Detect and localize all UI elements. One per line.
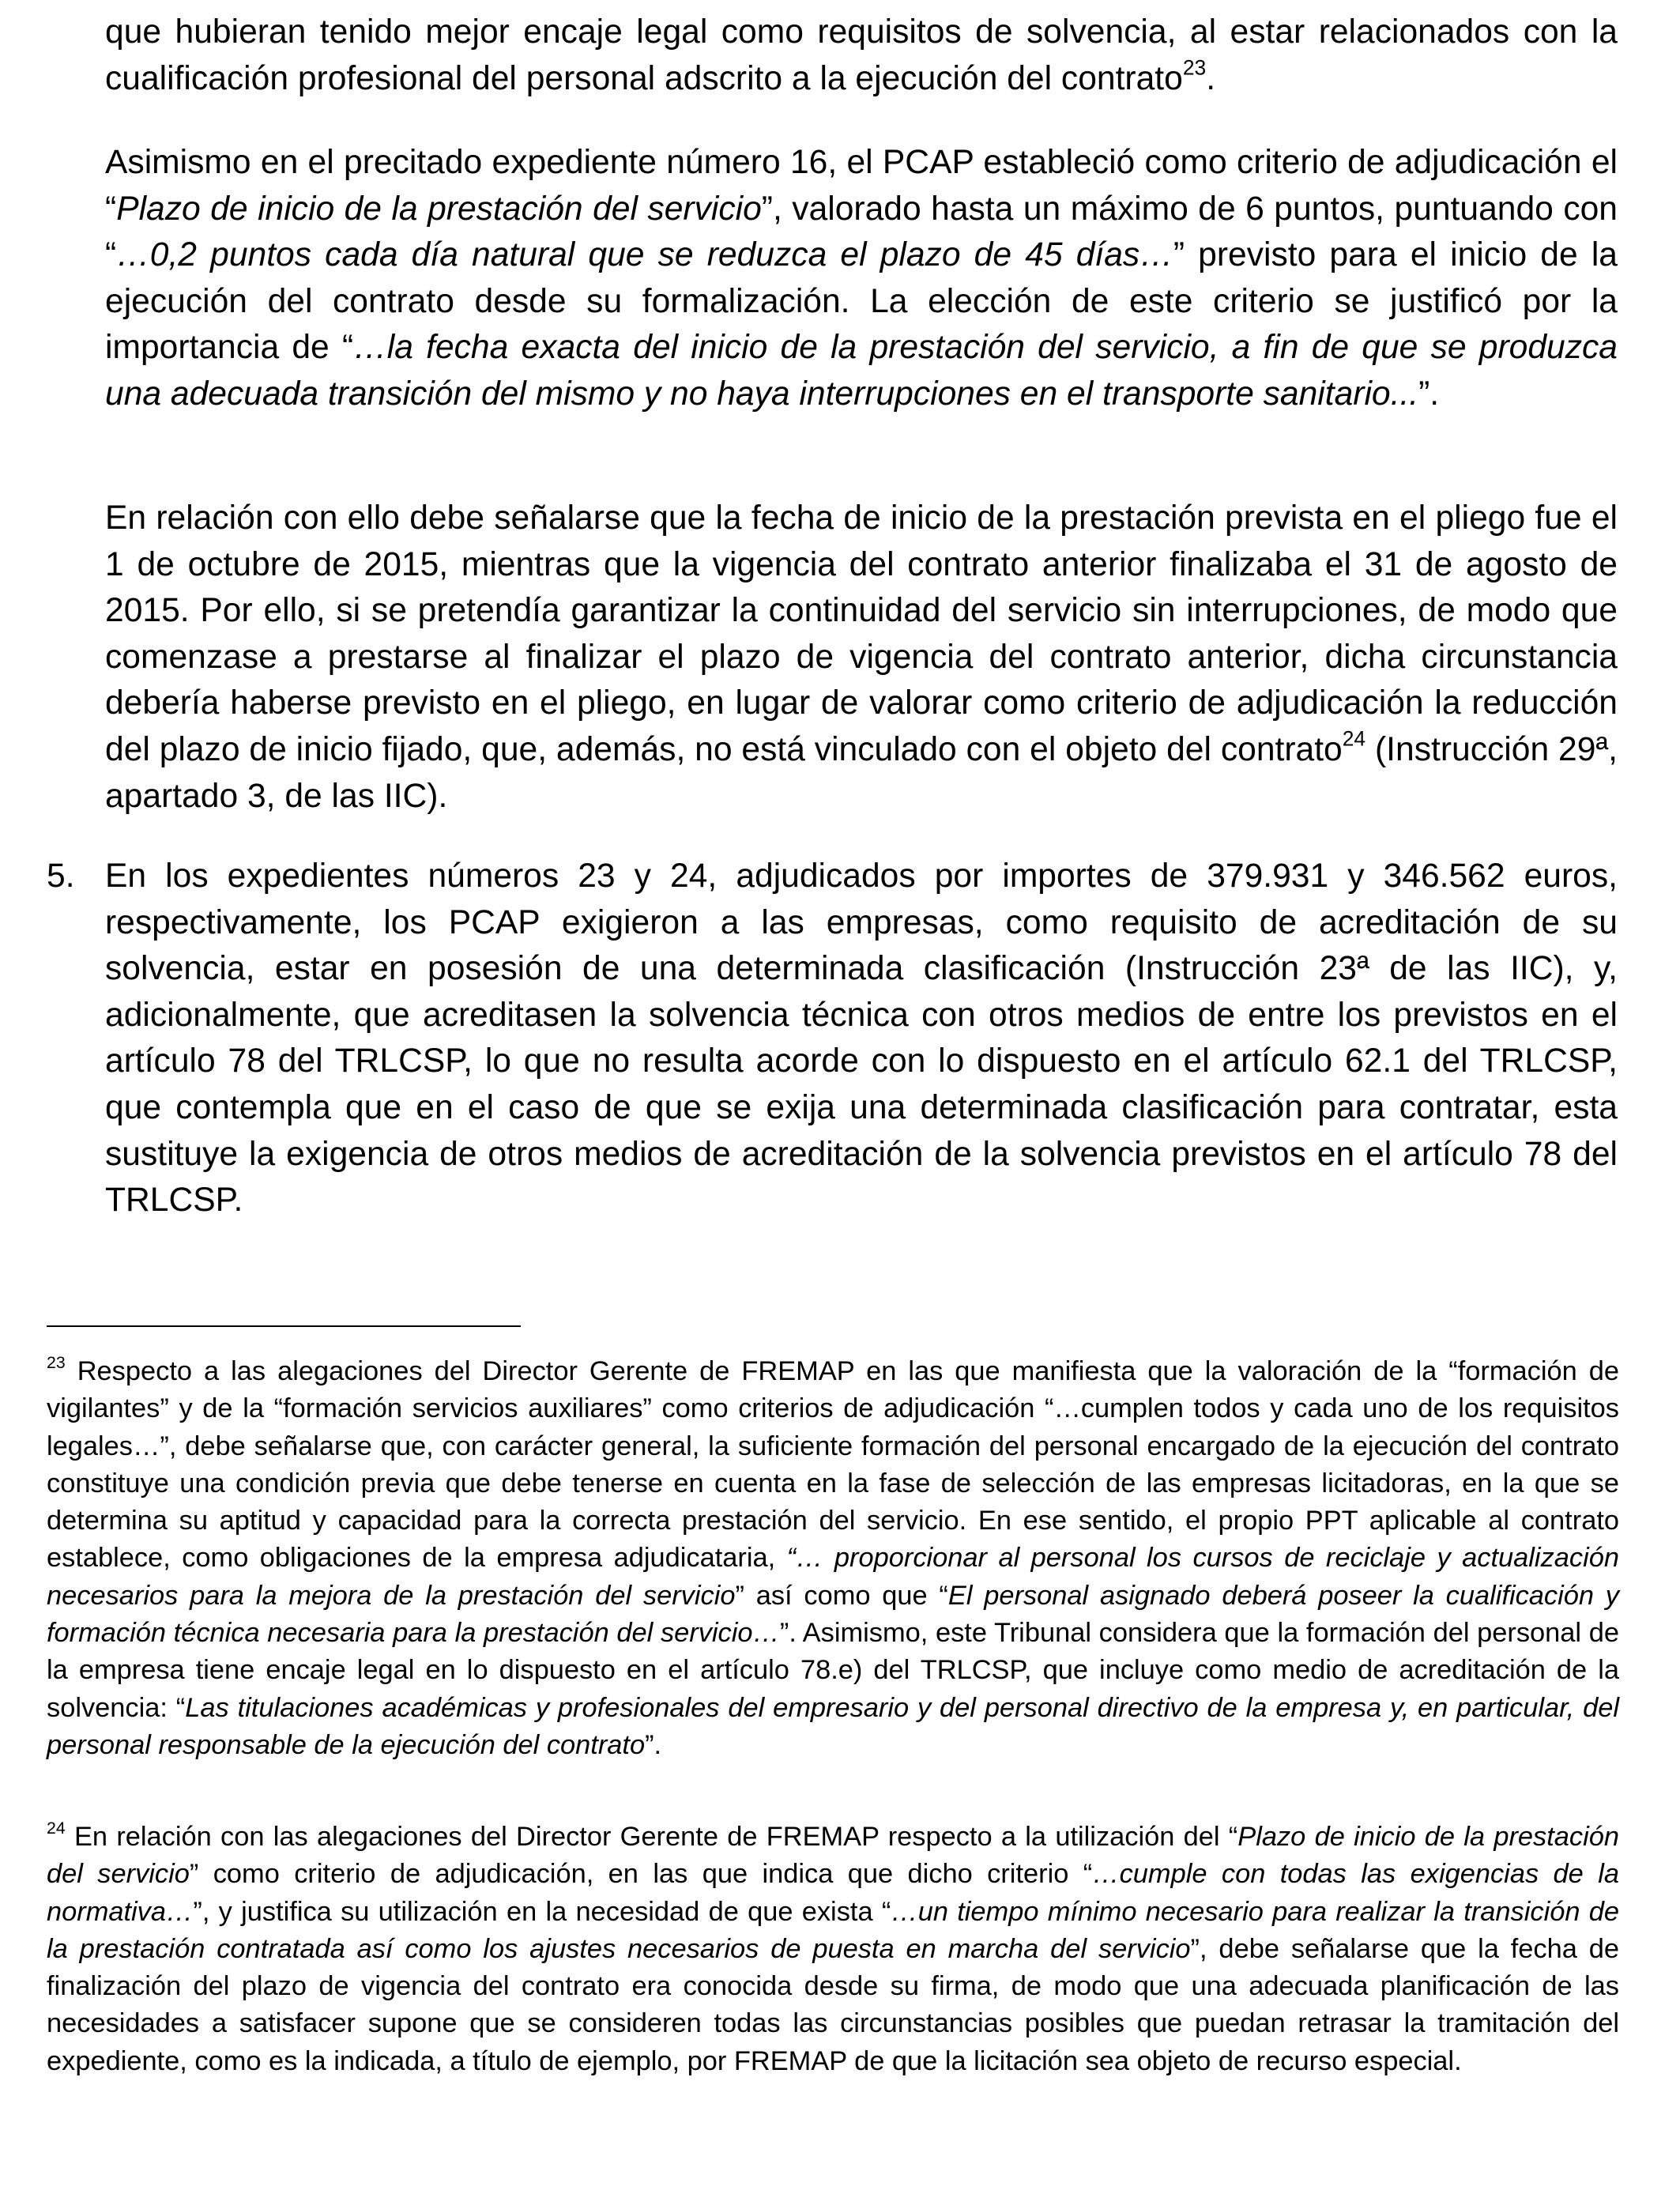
footnote-24: $^{24}$ En relación con las alegaciones del Director Gerente de FREMAP respecto a la utilización del “Plazo de inicio de la prestación del servicio” como criterio de adjudicación, en las que indica que dicho criterio “…cumple con todas las exigencias de la normativa…”, y justifica su utilización en la necesidad de que exista “…un tiempo mínimo necesario para realizar la transición de la prestación contratada así como los ajustes necesarios de puesta en marcha del servicio”, debe señalarse que la fecha de finalización del plazo de vigencia del contrato era conocida desde su firma, de modo que una adecuada planificación de las necesidades a satisfacer supone que se consideren todas las circunstancias posibles que puedan retrasar la tramitación del expediente, como es la indicada, a título de ejemplo, por FREMAP de que la licitación sea objeto de recurso especial. (47, 1819, 1619, 2076)
footnote-divider (47, 1325, 521, 1327)
paragraph-fecha-inicio: En relación con ello debe señalarse que la fecha de inicio de la prestación prevista en el pliego fue el 1 de octubre de 2015, mientras que la vigencia del contrato anterior finalizaba el 31 de agosto de 2015. Por ello, si se pretendía garantizar la continuidad del servicio sin interrupciones, de modo que comenzase a prestarse al finalizar el plazo de vigencia del contrato anterior, dicha circunstancia debería haberse previsto en el pliego, en lugar de valorar como criterio de adjudicación la reducción del plazo de inicio fijado, que, además, no está vinculado con el objeto del contrato$^{24}$ (Instrucción 29ª, apartado 3, de las IIC). (105, 499, 1618, 815)
paragraph-solvencia: que hubieran tenido mejor encaje legal como requisitos de solvencia, al estar relacionados con la cualificación profesional del personal adscrito a la ejecución del contrato$^{23}$. (105, 13, 1618, 97)
footnote-ref-24[interactable]: 24 (1342, 726, 1366, 751)
footnote-number: 24 (47, 1819, 66, 1838)
list-item-number: 5. (47, 857, 75, 895)
footnote-ref-23[interactable]: 23 (1182, 55, 1207, 80)
footnote-23: $^{23}$ Respecto a las alegaciones del Director Gerente de FREMAP en las que manifiesta que la valoración de la “formación de vigilantes” y de la “formación servicios auxiliares” como criterios de adjudicación “…cumplen todos y cada uno de los requisitos legales…”, debe señalarse que, con carácter general, la suficiente formación del personal encargado de la ejecución del contrato constituye una condición previa que debe tenerse en cuenta en la fase de selección de las empresas licitadoras, en la que se determina su aptitud y capacidad para la correcta prestación del servicio. En ese sentido, el propio PPT aplicable al contrato establece, como obligaciones de la empresa adjudicataria, “… proporcionar al personal los cursos de reciclaje y actualización necesarios para la mejora de la prestación del servicio” así como que “El personal asignado deberá poseer la cualificación y formación técnica necesaria para la prestación del servicio…”. Asimismo, este Tribunal considera que la formación del personal de la empresa tiene encaje legal en lo dispuesto en el artículo 78.e) del TRLCSP, que incluye como medio de acreditación de la solvencia: “Las titulaciones académicas y profesionales del empresario y del personal directivo de la empresa y, en particular, del personal responsable de la ejecución del contrato”. (47, 1353, 1619, 1760)
paragraph-plazo-inicio: Asimismo en el precitado expediente número 16, el PCAP estableció como criterio de adjudicación el “Plazo de inicio de la prestación del servicio”, valorado hasta un máximo de 6 puntos, puntuando con “…0,2 puntos cada día natural que se reduzca el plazo de 45 días…” previsto para el inicio de la ejecución del contrato desde su formalización. La elección de este criterio se justificó por la importancia de “…la fecha exacta del inicio de la prestación del servicio, a fin de que se produzca una adecuada transición del mismo y no haya interrupciones en el transporte sanitario...”. (105, 143, 1618, 413)
footnote-number: 23 (47, 1353, 66, 1373)
list-item-5-text: En los expedientes números 23 y 24, adjudicados por importes de 379.931 y 346.562 euros, respectivamente, los PCAP exigieron a las empresas, como requisito de acreditación de su solvencia, estar en posesión de una determinada clasificación (Instrucción 23ª de las IIC), y, adicionalmente, que acreditasen la solvencia técnica con otros medios de entre los previstos en el artículo 78 del TRLCSP, lo que no resulta acorde con lo dispuesto en el artículo 62.1 del TRLCSP, que contempla que en el caso de que se exija una determinada clasificación para contratar, esta sustituye la exigencia de otros medios de acreditación de la solvencia previstos en el artículo 78 del TRLCSP. (105, 857, 1618, 1220)
